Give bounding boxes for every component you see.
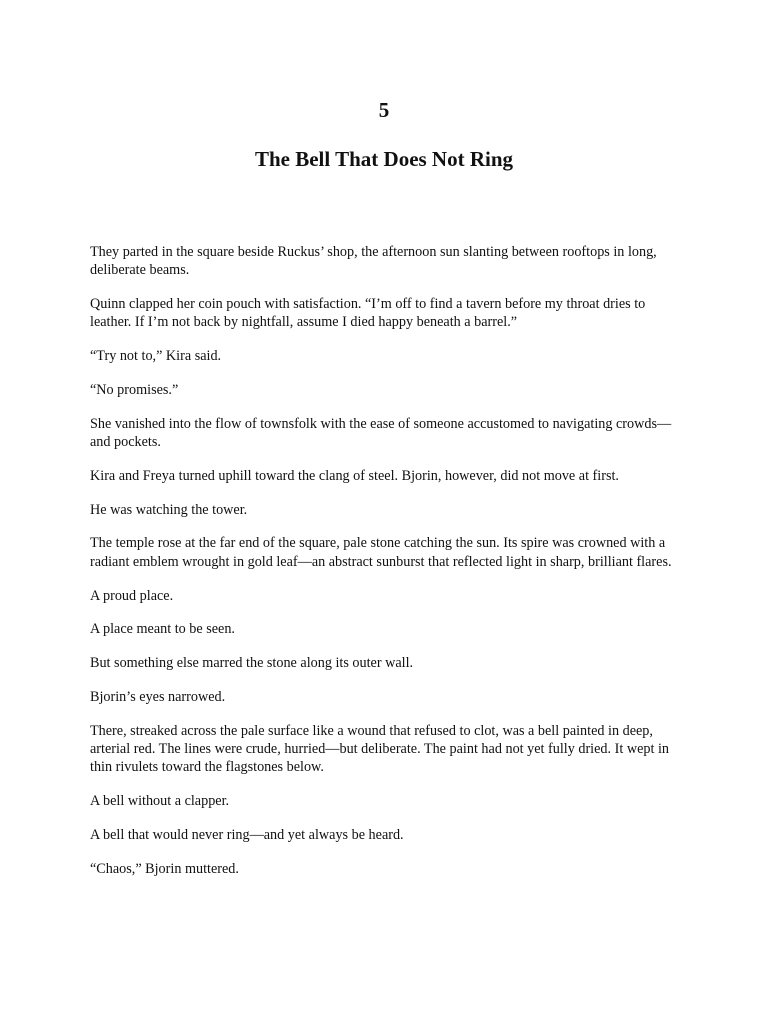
paragraph: There, streaked across the pale surface like a wound that refused to clot, was a bell painted in deep, arterial red. The lines were crude, hurried—but deliberate. The paint had not yet fully dried. It wept in thin rivulets toward the flagstones below. xyxy=(90,722,669,776)
paragraph: A bell that would never ring—and yet always be heard. xyxy=(90,826,404,843)
chapter-body xyxy=(90,243,680,894)
chapter-title: The Bell That Does Not Ring xyxy=(254,147,514,171)
paragraph: They parted in the square beside Ruckus’ shop, the afternoon sun slanting between rooftops in long, deliberate beams. xyxy=(90,244,657,279)
paragraph: The temple rose at the far end of the square, pale stone catching the sun. Its spire was crowned with a radiant emblem wrought in gold leaf—an abstract sunburst that reflected light in sharp, brilliant flares. xyxy=(90,535,672,570)
paragraph: A proud place. xyxy=(90,587,174,604)
paragraph: “Chaos,” Bjorin muttered. xyxy=(90,860,239,877)
paragraph: Quinn clapped her coin pouch with satisfaction. “I’m off to find a tavern before my throat dries to leather. If I’m not back by nightfall, assume I died happy beneath a barrel.” xyxy=(90,296,646,331)
paragraph: “Try not to,” Kira said. xyxy=(90,348,222,365)
paragraph: A bell without a clapper. xyxy=(90,793,230,810)
paragraph: Kira and Freya turned uphill toward the clang of steel. Bjorin, however, did not move at first. xyxy=(90,467,619,484)
chapter-number: 5 xyxy=(378,98,390,122)
paragraph: He was watching the tower. xyxy=(90,501,248,518)
paragraph: She vanished into the flow of townsfolk with the ease of someone accustomed to navigating crowds—and pockets. xyxy=(90,415,672,451)
paragraph: “No promises.” xyxy=(90,381,179,398)
paragraph: A place meant to be seen. xyxy=(90,621,235,638)
paragraph: Bjorin’s eyes narrowed. xyxy=(90,688,226,705)
paragraph: But something else marred the stone along its outer wall. xyxy=(90,655,414,672)
